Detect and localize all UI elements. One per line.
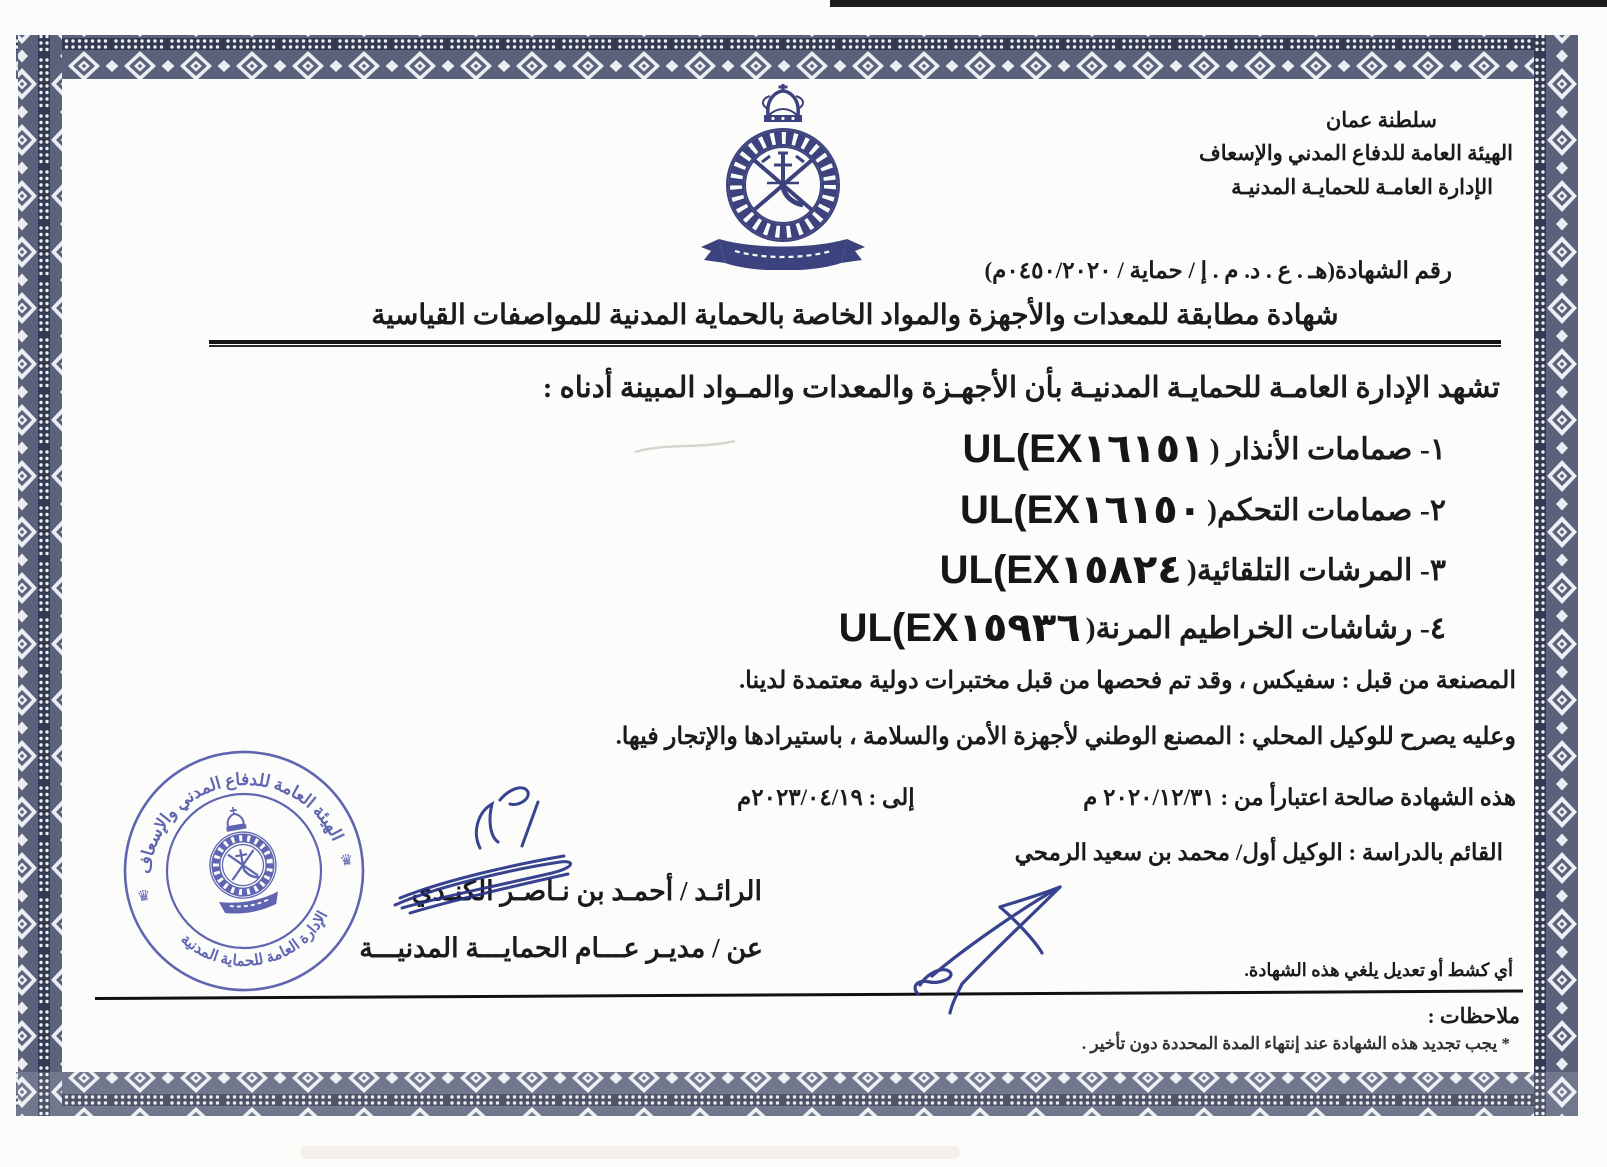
stamp-crown-ornament-right-icon: ♛ xyxy=(338,851,355,871)
stamp-ring-bottom-text: الإدارة العامة للحماية المدنية xyxy=(177,908,332,970)
signature-director xyxy=(395,788,571,913)
header-authority: الهيئة العامة للدفاع المدني والإسعاف xyxy=(1198,141,1513,165)
item-3-ul-code: UL(EX١٥٨٢٤ xyxy=(939,548,1182,592)
intro-line: تشهد الإدارة العامـة للحمايـة المدنيـة بأن الأجهـزة والمعدات والمـواد المبينة أدناه : xyxy=(542,372,1500,404)
validity-from: هذه الشهادة صالحة اعتبارأ من : ٢٠٢٠/١٢/٣١ م xyxy=(1083,785,1516,810)
warning-line: أي كشط أو تعديل يلغي هذه الشهادة. xyxy=(1244,960,1513,980)
signatory-title: عن / مديـر عـــام الحمايـــة المدنيـــة xyxy=(359,933,763,963)
item-2-ul-code: UL(EX١٦١٥٠ xyxy=(959,488,1203,532)
note-item-1: * يجب تجديد هذه الشهادة عند إنتهاء المدة المحددة دون تأخير . xyxy=(1081,1034,1510,1053)
header-country: سلطنة عمان xyxy=(1325,108,1437,132)
item-1-ul-code: UL(EX١٦١٥١ xyxy=(962,427,1205,471)
stamp-ring-top-text: الهيئة العامة للدفاع المدني والإسعاف xyxy=(134,769,348,875)
item-4-label: ٤- رشاشات الخراطيم المرنة( xyxy=(1085,611,1446,645)
agent-line: وعليه يصرح للوكيل المحلي : المصنع الوطني لأجهزة الأمن والسلامة ، باستيرادها والإتجار فيها. xyxy=(615,724,1516,750)
certificate-number: رقم الشهادة(هـ . ع . د. م . إ / حماية / ٠٤٥٠/٢٠٢٠م) xyxy=(984,258,1452,283)
signature-examiner xyxy=(915,887,1060,1013)
item-3-label: ٣- المرشات التلقائية( xyxy=(1186,553,1446,587)
signatory-name: الرائـد / أحمـد بن نـاصـر الكنـدي xyxy=(411,876,762,906)
item-4-ul-code: UL(EX١٥٩٣٦ xyxy=(838,606,1081,650)
certificate-title: شهادة مطابقة للمعدات والأجهزة والمواد الخاصة بالحماية المدنية للمواصفات القياسية xyxy=(209,298,1501,344)
pencil-mark xyxy=(635,441,735,452)
item-2-label: ٢- صمامات التحكم( xyxy=(1207,493,1446,527)
stamp-crown-ornament-left-icon: ♛ xyxy=(135,887,152,906)
header-department: الإدارة العامـة للحمايـة المدنيـة xyxy=(1231,175,1493,199)
notes-heading: ملاحظات : xyxy=(1427,1004,1520,1028)
validity-to: إلى : ٢٠٢٣/٠٤/١٩م xyxy=(737,785,915,810)
examiner-line: القائم بالدراسة : الوكيل أول/ محمد بن سعيد الرمحي xyxy=(1014,840,1503,865)
manufacturer-line: المصنعة من قبل : سفيكس ، وقد تم فحصها من قبل مختبرات دولية معتمدة لدينا. xyxy=(739,668,1516,694)
item-1-label: ١- صمامات الأنذار ( xyxy=(1209,432,1446,466)
